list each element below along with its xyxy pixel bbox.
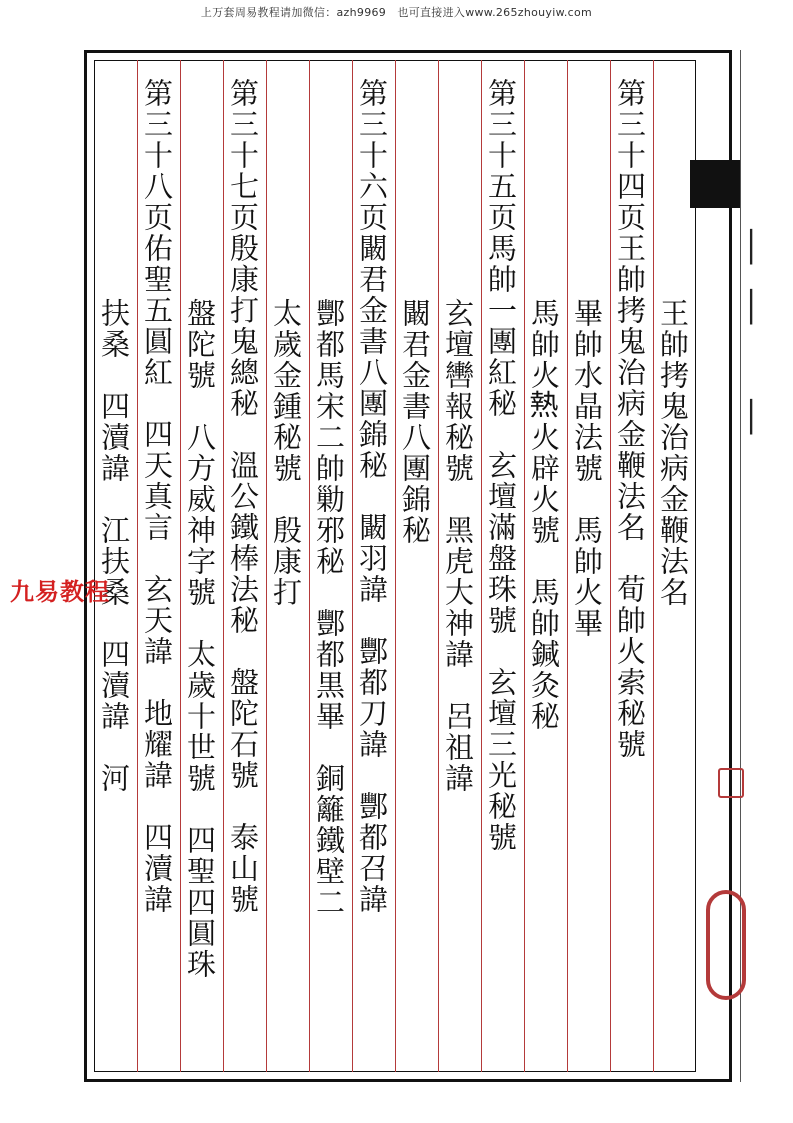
text-column: 太歲金鍾秘號 殷康打 xyxy=(269,298,303,608)
text-column: 第三十六页闞君金書八團錦秘 闞羽諱 酆都刀諱 酆都召諱 xyxy=(355,78,389,915)
column-rule xyxy=(610,60,611,1072)
column-rule xyxy=(352,60,353,1072)
text-column: 盤陀號 八方威神字號 太歲十世號 四聖四圓珠 xyxy=(183,298,217,980)
top-banner: 上万套周易教程请加微信：azh9969 也可直接进入www.265zhouyiw.com xyxy=(200,6,593,19)
column-rule xyxy=(524,60,525,1072)
red-mark-icon xyxy=(718,768,744,798)
text-column: 玄壇轡報秘號 黑虎大神諱 呂祖諱 xyxy=(441,298,475,794)
column-rule xyxy=(653,60,654,1072)
column-rule xyxy=(223,60,224,1072)
column-rule xyxy=(567,60,568,1072)
column-rule xyxy=(481,60,482,1072)
column-rule xyxy=(395,60,396,1072)
text-column: 王帥拷鬼治病金鞭法名 xyxy=(656,298,690,608)
text-column: 第三十五页馬帥一團紅秘 玄壇滿盤珠號 玄壇三光秘號 xyxy=(484,78,518,853)
watermark: 九易教程 xyxy=(10,578,110,606)
column-rule xyxy=(438,60,439,1072)
adjacent-page-edge xyxy=(740,50,793,1082)
text-column: 馬帥火𤍠火辟火號 馬帥鍼灸秘 xyxy=(527,298,561,732)
text-column: 第三十七页殷康打鬼總秘 溫公鐵棒法秘 盤陀石號 泰山號 xyxy=(226,78,260,915)
red-seal-icon xyxy=(706,890,746,1000)
text-column: 酆都馬宋二帥勦邪秘 酆都黒畢 銅籬鐵壁二 xyxy=(312,298,346,918)
adjacent-page-glyph: │ xyxy=(742,230,761,265)
adjacent-page-glyph: │ xyxy=(742,290,761,325)
text-column: 畢帥水晶法號 馬帥火畢 xyxy=(570,298,604,639)
column-rule xyxy=(137,60,138,1072)
column-rule xyxy=(309,60,310,1072)
text-column: 扶桑 四瀆諱 江扶桑 四瀆諱 河 xyxy=(97,298,131,794)
adjacent-page-glyph: │ xyxy=(742,400,761,435)
text-column: 第三十四页王帥拷鬼治病金鞭法名 荀帥火索秘號 xyxy=(613,78,647,760)
column-rule xyxy=(266,60,267,1072)
text-column: 第三十八页佑聖五圓紅 四天真言 玄天諱 地耀諱 四瀆諱 xyxy=(140,78,174,915)
column-rule xyxy=(180,60,181,1072)
text-column: 闞君金書八團錦秘 xyxy=(398,298,432,546)
fore-edge-block xyxy=(690,160,740,208)
